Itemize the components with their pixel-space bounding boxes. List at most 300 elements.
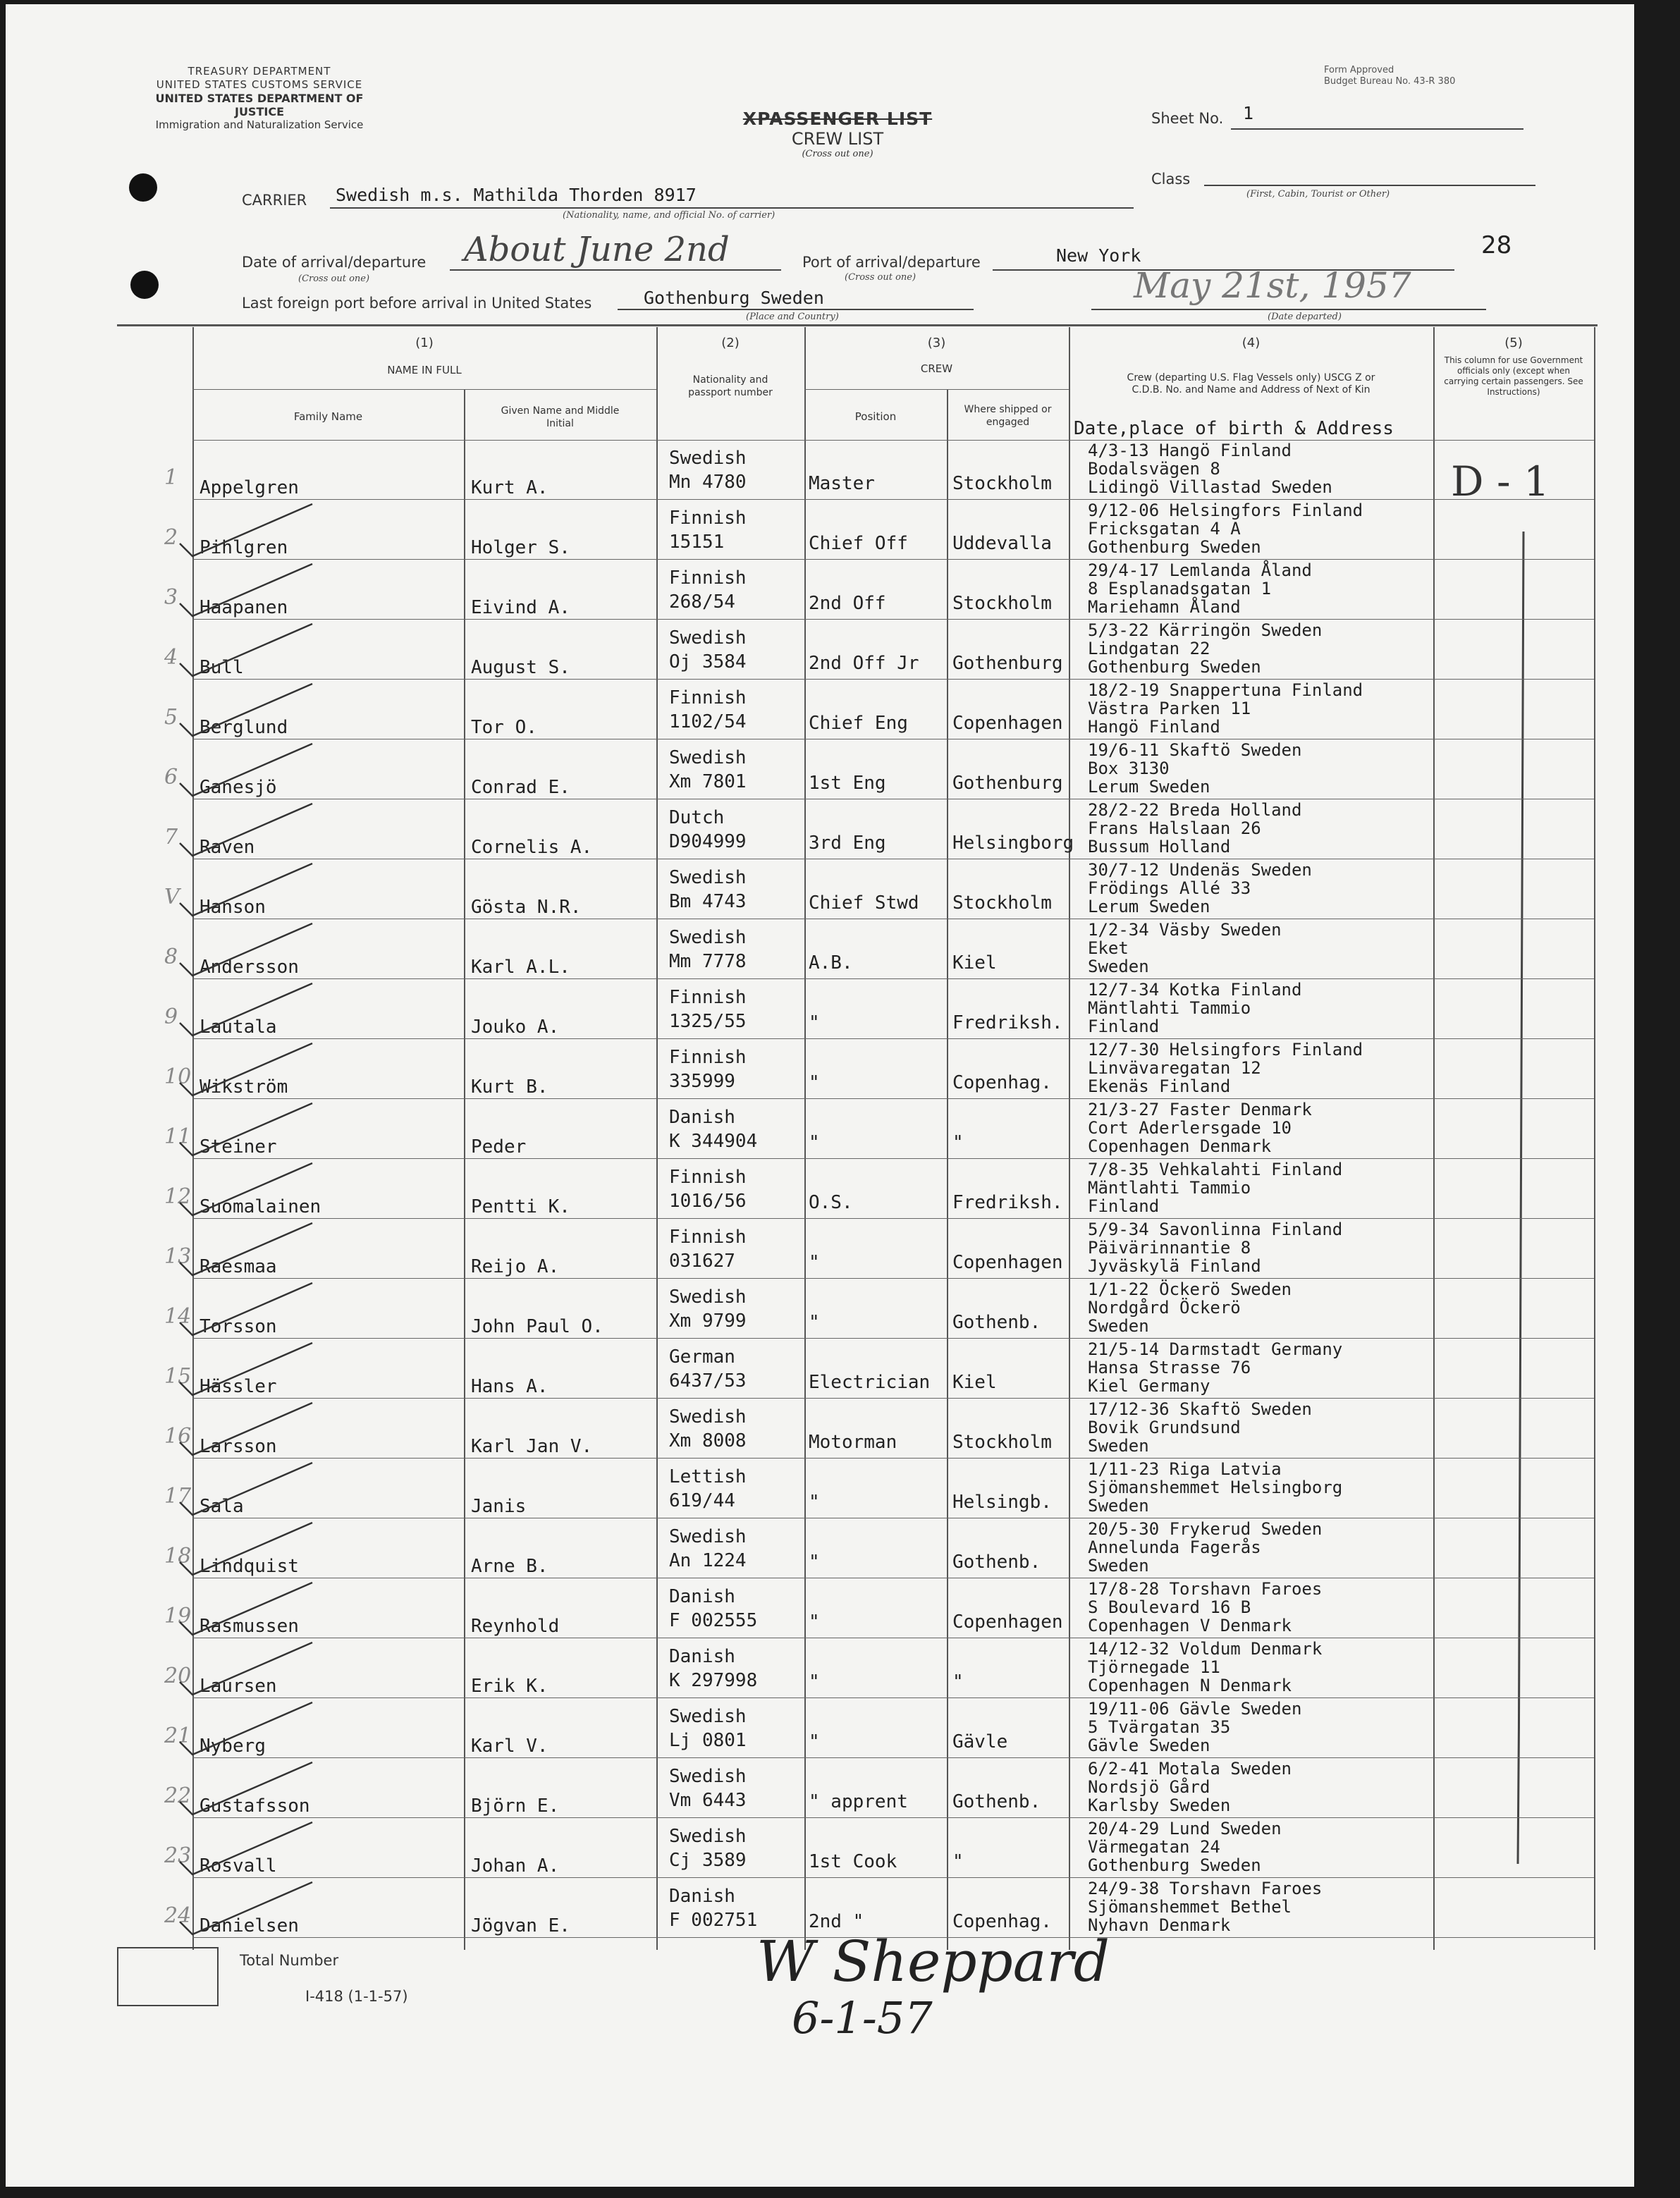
arrival-label: Date of arrival/departure	[242, 254, 427, 271]
family-name: Raesmaa	[200, 1256, 277, 1277]
address-line-3: Finland	[1088, 1017, 1160, 1036]
crew-position: "	[809, 1132, 820, 1153]
table-row	[164, 1638, 1594, 1698]
col3-number: (3)	[927, 336, 946, 350]
col2-number: (2)	[721, 336, 740, 350]
address-line-2: Mäntlahti Tammio	[1088, 1178, 1251, 1198]
table-row	[164, 1279, 1594, 1339]
given-name: Holger S.	[471, 537, 570, 558]
table-row	[164, 440, 1594, 500]
family-name: Appelgren	[200, 477, 299, 498]
given-name: Pentti K.	[471, 1196, 570, 1217]
where-shipped: Fredriksh.	[952, 1192, 1063, 1213]
check-mark-icon	[171, 1339, 355, 1399]
address-line-1: 14/12-32 Voldum Denmark	[1088, 1639, 1323, 1659]
nationality: Finnish	[669, 508, 747, 529]
address-line-2: 8 Esplanadsgatan 1	[1088, 579, 1272, 598]
address-line-2: Annelunda Fagerås	[1088, 1537, 1261, 1557]
check-mark-icon	[171, 500, 355, 560]
passport-number: Mm 7778	[669, 951, 747, 972]
row-number: 11	[164, 1124, 192, 1149]
given-name: Reynhold	[471, 1616, 560, 1637]
list-title	[739, 109, 936, 159]
row-number: 18	[164, 1544, 192, 1568]
check-mark-icon	[171, 1099, 355, 1159]
crew-position: "	[809, 1552, 820, 1573]
address-line-3: Sweden	[1088, 1556, 1149, 1576]
punch-hole-top	[129, 173, 157, 202]
address-line-2: Frans Halslaan 26	[1088, 818, 1261, 838]
row-number: 19	[164, 1604, 192, 1628]
passport-number: 1102/54	[669, 711, 747, 732]
where-shipped: Copenhagen	[952, 713, 1063, 734]
passport-number: 268/54	[669, 591, 735, 613]
carrier-label: CARRIER	[242, 192, 307, 209]
family-name: Bull	[200, 657, 244, 678]
address-line-1: 1/1-22 Öckerö Sweden	[1088, 1279, 1292, 1299]
check-mark-icon	[171, 859, 355, 919]
family-name: Wikström	[200, 1076, 288, 1098]
passport-number: Mn 4780	[669, 472, 747, 493]
where-shipped: "	[952, 1851, 964, 1872]
table-row	[164, 1399, 1594, 1459]
col1-number: (1)	[415, 336, 434, 350]
number-28: 28	[1481, 231, 1512, 259]
where-shipped: Helsingborg	[952, 833, 1074, 854]
table-row	[164, 1518, 1594, 1578]
family-name: Danielsen	[200, 1915, 299, 1936]
table-row	[164, 799, 1594, 859]
table-row	[164, 1758, 1594, 1818]
family-name: Torsson	[200, 1316, 277, 1337]
nationality: Finnish	[669, 1227, 747, 1248]
table-row	[164, 560, 1594, 620]
address-line-2: Bodalsvägen 8	[1088, 459, 1220, 479]
table-row	[164, 620, 1594, 680]
family-name: Ganesjö	[200, 777, 277, 798]
given-name: Eivind A.	[471, 597, 570, 618]
form-number: I-418 (1-1-57)	[305, 1988, 408, 2005]
table-row	[164, 1039, 1594, 1099]
form-approved-block	[1324, 65, 1455, 87]
address-line-2: Frödings Allé 33	[1088, 878, 1251, 898]
row-number: 5	[164, 705, 178, 730]
date-departed-line	[1091, 309, 1486, 310]
address-line-3: Copenhagen Denmark	[1088, 1136, 1272, 1156]
nationality: Danish	[669, 1107, 735, 1128]
crew-position: " apprent	[809, 1791, 908, 1812]
where-shipped: "	[952, 1132, 964, 1153]
family-name: Berglund	[200, 717, 288, 738]
address-line-2: S Boulevard 16 B	[1088, 1597, 1251, 1617]
address-line-1: 17/12-36 Skaftö Sweden	[1088, 1399, 1312, 1419]
where-shipped: Copenhag.	[952, 1072, 1052, 1093]
row-number: 7	[164, 825, 178, 849]
where-shipped: Stockholm	[952, 593, 1052, 614]
address-line-3: Sweden	[1088, 1316, 1149, 1336]
row-number: 16	[164, 1424, 192, 1449]
where-shipped: Kiel	[952, 1372, 997, 1393]
crew-position: Chief Off	[809, 533, 908, 554]
address-line-3: Karlsby Sweden	[1088, 1795, 1231, 1815]
table-row	[164, 1099, 1594, 1159]
address-line-2: Hansa Strasse 76	[1088, 1358, 1251, 1377]
class-line	[1204, 185, 1535, 186]
address-line-3: Finland	[1088, 1196, 1160, 1216]
address-line-1: 21/5-14 Darmstadt Germany	[1088, 1339, 1343, 1359]
arrival-note: (Cross out one)	[298, 274, 370, 284]
given-name: Reijo A.	[471, 1256, 560, 1277]
passport-number: An 1224	[669, 1550, 747, 1571]
crew-position: 1st Eng	[809, 773, 886, 794]
address-line-1: 12/7-34 Kotka Finland	[1088, 980, 1302, 1000]
dept-customs: UNITED STATES CUSTOMS SERVICE	[156, 78, 363, 91]
table-row	[164, 739, 1594, 799]
given-name: Karl Jan V.	[471, 1436, 593, 1457]
address-line-3: Sweden	[1088, 957, 1149, 976]
address-line-3: Lerum Sweden	[1088, 897, 1210, 916]
crew-list-document	[6, 4, 1634, 2187]
address-line-3: Gothenburg Sweden	[1088, 657, 1261, 677]
nationality: Swedish	[669, 627, 747, 649]
address-line-2: 5 Tvärgatan 35	[1088, 1717, 1231, 1737]
address-line-2: Västra Parken 11	[1088, 699, 1251, 718]
address-line-2: Värmegatan 24	[1088, 1837, 1220, 1857]
address-line-2: Fricksgatan 4 A	[1088, 519, 1241, 539]
check-mark-icon	[171, 1159, 355, 1219]
passport-number: D904999	[669, 831, 747, 852]
address-line-1: 29/4-17 Lemlanda Åland	[1088, 560, 1312, 580]
passport-number: 031627	[669, 1251, 735, 1272]
table-row	[164, 680, 1594, 739]
crew-position: 3rd Eng	[809, 833, 886, 854]
where-shipped: Gävle	[952, 1731, 1008, 1752]
passport-number: Xm 9799	[669, 1310, 747, 1332]
crew-position: "	[809, 1492, 820, 1513]
given-name: Karl V.	[471, 1736, 548, 1757]
row-number: 20	[164, 1664, 192, 1688]
crew-position: 2nd Off	[809, 593, 886, 614]
check-mark-icon	[171, 979, 355, 1039]
nationality: Swedish	[669, 1406, 747, 1428]
address-line-2: Lindgatan 22	[1088, 639, 1210, 658]
address-line-1: 19/11-06 Gävle Sweden	[1088, 1699, 1302, 1719]
col1-title: NAME IN FULL	[387, 364, 462, 376]
address-line-1: 9/12-06 Helsingfors Finland	[1088, 501, 1363, 520]
given-name: John Paul O.	[471, 1316, 603, 1337]
row-number: 3	[164, 585, 178, 610]
carrier-value: Swedish m.s. Mathilda Thorden 8917	[336, 185, 697, 205]
crew-table	[164, 327, 1594, 1950]
passport-number: 335999	[669, 1071, 735, 1092]
address-line-1: 28/2-22 Breda Holland	[1088, 800, 1302, 820]
last-port-note: (Place and Country)	[746, 312, 839, 322]
punch-hole-bottom	[130, 271, 159, 299]
check-mark-icon	[171, 1758, 355, 1818]
address-line-3: Copenhagen N Denmark	[1088, 1676, 1292, 1695]
passport-number: Bm 4743	[669, 891, 747, 912]
where-shipped: Gothenb.	[952, 1312, 1041, 1333]
check-mark-icon	[171, 1219, 355, 1279]
address-line-1: 24/9-38 Torshavn Faroes	[1088, 1879, 1323, 1898]
address-line-1: 1/2-34 Väsby Sweden	[1088, 920, 1282, 940]
total-number-label: Total Number	[240, 1952, 339, 1969]
col5-number: (5)	[1504, 336, 1523, 350]
crew-position: "	[809, 1312, 820, 1333]
where-shipped: Gothenb.	[952, 1791, 1041, 1812]
address-line-1: 20/4-29 Lund Sweden	[1088, 1819, 1282, 1838]
crew-position: Chief Stwd	[809, 892, 919, 914]
crew-position: Motorman	[809, 1432, 897, 1453]
row-number: 21	[164, 1724, 192, 1748]
passport-number: Lj 0801	[669, 1730, 747, 1751]
family-name: Hanson	[200, 897, 266, 918]
col4-typed-header: Date,place of birth & Address	[1074, 418, 1394, 439]
form-approved: Form Approved	[1324, 65, 1394, 75]
signature: W Sheppard	[756, 1929, 1110, 1994]
nationality: Swedish	[669, 1287, 747, 1308]
address-line-1: 18/2-19 Snappertuna Finland	[1088, 680, 1363, 700]
nationality: Swedish	[669, 1706, 747, 1727]
check-mark-icon	[171, 1878, 355, 1938]
crew-position: A.B.	[809, 952, 853, 974]
arrival-line	[450, 269, 781, 271]
where-shipped: Fredriksh.	[952, 1012, 1063, 1033]
nationality: Danish	[669, 1886, 735, 1907]
passport-number: K 344904	[669, 1131, 758, 1152]
table-row	[164, 1818, 1594, 1878]
given-name: Jouko A.	[471, 1017, 560, 1038]
last-port-line	[618, 309, 974, 310]
family-name: Lautala	[200, 1017, 277, 1038]
check-mark-icon	[171, 739, 355, 799]
passport-number: Oj 3584	[669, 651, 747, 673]
given-name: Hans A.	[471, 1376, 548, 1397]
shipped-header: Where shipped or engaged	[964, 404, 1052, 428]
nationality: Finnish	[669, 1047, 747, 1068]
check-mark-icon	[171, 620, 355, 680]
given-name: Peder	[471, 1136, 527, 1158]
family-name: Pihlgren	[200, 537, 288, 558]
where-shipped: Copenhagen	[952, 1611, 1063, 1633]
nationality: Finnish	[669, 567, 747, 589]
passport-number: Xm 7801	[669, 771, 747, 792]
address-line-1: 6/2-41 Motala Sweden	[1088, 1759, 1292, 1779]
crew-position: Chief Eng	[809, 713, 908, 734]
passport-number: 6437/53	[669, 1370, 747, 1392]
family-name: Andersson	[200, 957, 299, 978]
row-number: 12	[164, 1184, 192, 1209]
last-port-label: Last foreign port before arrival in United States	[242, 295, 592, 312]
row-number: 14	[164, 1304, 192, 1329]
address-line-3: Hangö Finland	[1088, 717, 1220, 737]
row-number: V	[164, 885, 180, 909]
address-line-3: Sweden	[1088, 1496, 1149, 1516]
carrier-note: (Nationality, name, and official No. of carrier)	[563, 210, 775, 221]
given-name: Conrad E.	[471, 777, 570, 798]
passport-number: F 002555	[669, 1610, 758, 1631]
family-name: Rosvall	[200, 1855, 277, 1877]
row-number: 15	[164, 1364, 192, 1389]
check-mark-icon	[171, 919, 355, 979]
dept-treasury: TREASURY DEPARTMENT	[188, 65, 331, 78]
row-number: 22	[164, 1783, 192, 1808]
check-mark-icon	[171, 1818, 355, 1878]
col2-title: Nationality and passport number	[688, 374, 773, 398]
check-mark-icon	[171, 1399, 355, 1459]
address-line-2: Eket	[1088, 938, 1129, 958]
where-shipped: Gothenburg	[952, 773, 1063, 794]
row-number: 9	[164, 1005, 178, 1029]
date-departed-value: May 21st, 1957	[1134, 265, 1411, 306]
where-shipped: Uddevalla	[952, 533, 1052, 554]
address-line-3: Jyväskylä Finland	[1088, 1256, 1261, 1276]
passport-number: Vm 6443	[669, 1790, 747, 1811]
family-name: Larsson	[200, 1436, 277, 1457]
given-name: Karl A.L.	[471, 957, 570, 978]
row-number: 6	[164, 765, 178, 790]
total-number-box	[117, 1947, 219, 2006]
crew-position: Electrician	[809, 1372, 931, 1393]
check-mark-icon	[171, 1698, 355, 1758]
crew-position: "	[809, 1731, 820, 1752]
nationality: Lettish	[669, 1466, 747, 1487]
carrier-line	[330, 207, 1134, 209]
given-name: Cornelis A.	[471, 837, 593, 858]
col3-title: CREW	[920, 362, 953, 375]
family-name: Laursen	[200, 1676, 277, 1697]
nationality: Danish	[669, 1646, 735, 1667]
family-name: Haapanen	[200, 597, 288, 618]
given-name: Arne B.	[471, 1556, 548, 1577]
sheet-no: 1	[1243, 103, 1254, 123]
class-note: (First, Cabin, Tourist or Other)	[1246, 189, 1390, 199]
address-line-1: 5/3-22 Kärringön Sweden	[1088, 620, 1323, 640]
crew-position: 2nd Off Jr	[809, 653, 919, 674]
family-name: Nyberg	[200, 1736, 266, 1757]
nationality: Swedish	[669, 1766, 747, 1787]
family-name: Rasmussen	[200, 1616, 299, 1637]
nationality: Swedish	[669, 867, 747, 888]
address-line-2: Tjörnegade 11	[1088, 1657, 1220, 1677]
address-line-2: Nordgård Öckerö	[1088, 1298, 1241, 1318]
date-departed-note: (Date departed)	[1268, 312, 1342, 322]
row-number: 2	[164, 525, 178, 550]
address-line-2: Sjömanshemmet Helsingborg	[1088, 1478, 1343, 1497]
table-row	[164, 859, 1594, 919]
signature-date: 6-1-57	[792, 1992, 933, 2044]
row-number: 17	[164, 1484, 192, 1509]
crew-position: "	[809, 1072, 820, 1093]
where-shipped: "	[952, 1671, 964, 1693]
passport-number: Cj 3589	[669, 1850, 747, 1871]
passport-number: 15151	[669, 532, 725, 553]
col5-mark: D - 1	[1451, 458, 1550, 505]
port-value: New York	[1056, 245, 1141, 266]
address-line-2: Sjömanshemmet Bethel	[1088, 1897, 1292, 1917]
check-mark-icon	[171, 1279, 355, 1339]
dept-justice: UNITED STATES DEPARTMENT OF JUSTICE	[155, 92, 364, 118]
nationality: Swedish	[669, 1526, 747, 1547]
family-name: Sala	[200, 1496, 244, 1517]
nationality: Finnish	[669, 1167, 747, 1188]
given-name: Janis	[471, 1496, 527, 1517]
family-name: Suomalainen	[200, 1196, 321, 1217]
address-line-3: Kiel Germany	[1088, 1376, 1210, 1396]
given-name: Gösta N.R.	[471, 897, 582, 918]
check-mark-icon	[171, 1578, 355, 1638]
family-name: Lindquist	[200, 1556, 299, 1577]
address-line-1: 1/11-23 Riga Latvia	[1088, 1459, 1282, 1479]
address-line-3: Ekenäs Finland	[1088, 1076, 1231, 1096]
table-row	[164, 1219, 1594, 1279]
position-header: Position	[854, 410, 897, 423]
crew-position: "	[809, 1671, 820, 1693]
row-number: 8	[164, 945, 178, 969]
address-line-3: Lerum Sweden	[1088, 777, 1210, 797]
address-line-2: Cort Aderlersgade 10	[1088, 1118, 1292, 1138]
col5-title: This column for use Government officials only (except when carrying certain passengers. See Instructions)	[1444, 355, 1583, 397]
crew-position: "	[809, 1252, 820, 1273]
check-mark-icon	[171, 799, 355, 859]
address-line-3: Copenhagen V Denmark	[1088, 1616, 1292, 1635]
row-number: 23	[164, 1843, 192, 1868]
nationality: German	[669, 1346, 735, 1368]
address-line-2: Bovik Grundsund	[1088, 1418, 1241, 1437]
given-name-header: Given Name and Middle Initial	[501, 405, 620, 429]
address-line-3: Gothenburg Sweden	[1088, 537, 1261, 557]
table-row	[164, 1578, 1594, 1638]
dept-header	[143, 65, 376, 132]
table-row	[164, 1339, 1594, 1399]
address-line-3: Sweden	[1088, 1436, 1149, 1456]
crew-position: O.S.	[809, 1192, 853, 1213]
family-name-header: Family Name	[293, 410, 363, 423]
budget-bureau: Budget Bureau No. 43-R 380	[1324, 76, 1456, 87]
row-number: 1	[164, 465, 178, 490]
cross-out-note: (Cross out one)	[802, 149, 873, 159]
table-top-rule	[117, 324, 1598, 326]
row-number: 24	[164, 1903, 192, 1928]
nationality: Danish	[669, 1586, 735, 1607]
nationality: Swedish	[669, 927, 747, 948]
col4-title: Crew (departing U.S. Flag Vessels only) USCG Z or C.D.B. No. and Name and Address of Next of Kin	[1127, 372, 1375, 395]
table-row	[164, 979, 1594, 1039]
address-line-3: Nyhavn Denmark	[1088, 1915, 1231, 1935]
where-shipped: Stockholm	[952, 892, 1052, 914]
crew-position: Master	[809, 473, 875, 494]
address-line-2: Box 3130	[1088, 759, 1170, 778]
crew-position: 2nd "	[809, 1911, 864, 1932]
passport-number: 1325/55	[669, 1011, 747, 1032]
address-line-2: Päivärinnantie 8	[1088, 1238, 1251, 1258]
address-line-1: 21/3-27 Faster Denmark	[1088, 1100, 1312, 1119]
address-line-3: Mariehamn Åland	[1088, 597, 1241, 617]
dept-ins: Immigration and Naturalization Service	[155, 118, 364, 131]
nationality: Swedish	[669, 448, 747, 469]
address-line-2: Mäntlahti Tammio	[1088, 998, 1251, 1018]
sheet-label: Sheet No.	[1151, 110, 1224, 127]
address-line-1: 4/3-13 Hangö Finland	[1088, 441, 1292, 460]
address-line-1: 17/8-28 Torshavn Faroes	[1088, 1579, 1323, 1599]
where-shipped: Stockholm	[952, 473, 1052, 494]
row-number: 4	[164, 645, 178, 670]
given-name: Johan A.	[471, 1855, 560, 1877]
crew-position: 1st Cook	[809, 1851, 897, 1872]
class-label: Class	[1151, 171, 1191, 188]
passport-number: 1016/56	[669, 1191, 747, 1212]
port-label: Port of arrival/departure	[802, 254, 981, 271]
